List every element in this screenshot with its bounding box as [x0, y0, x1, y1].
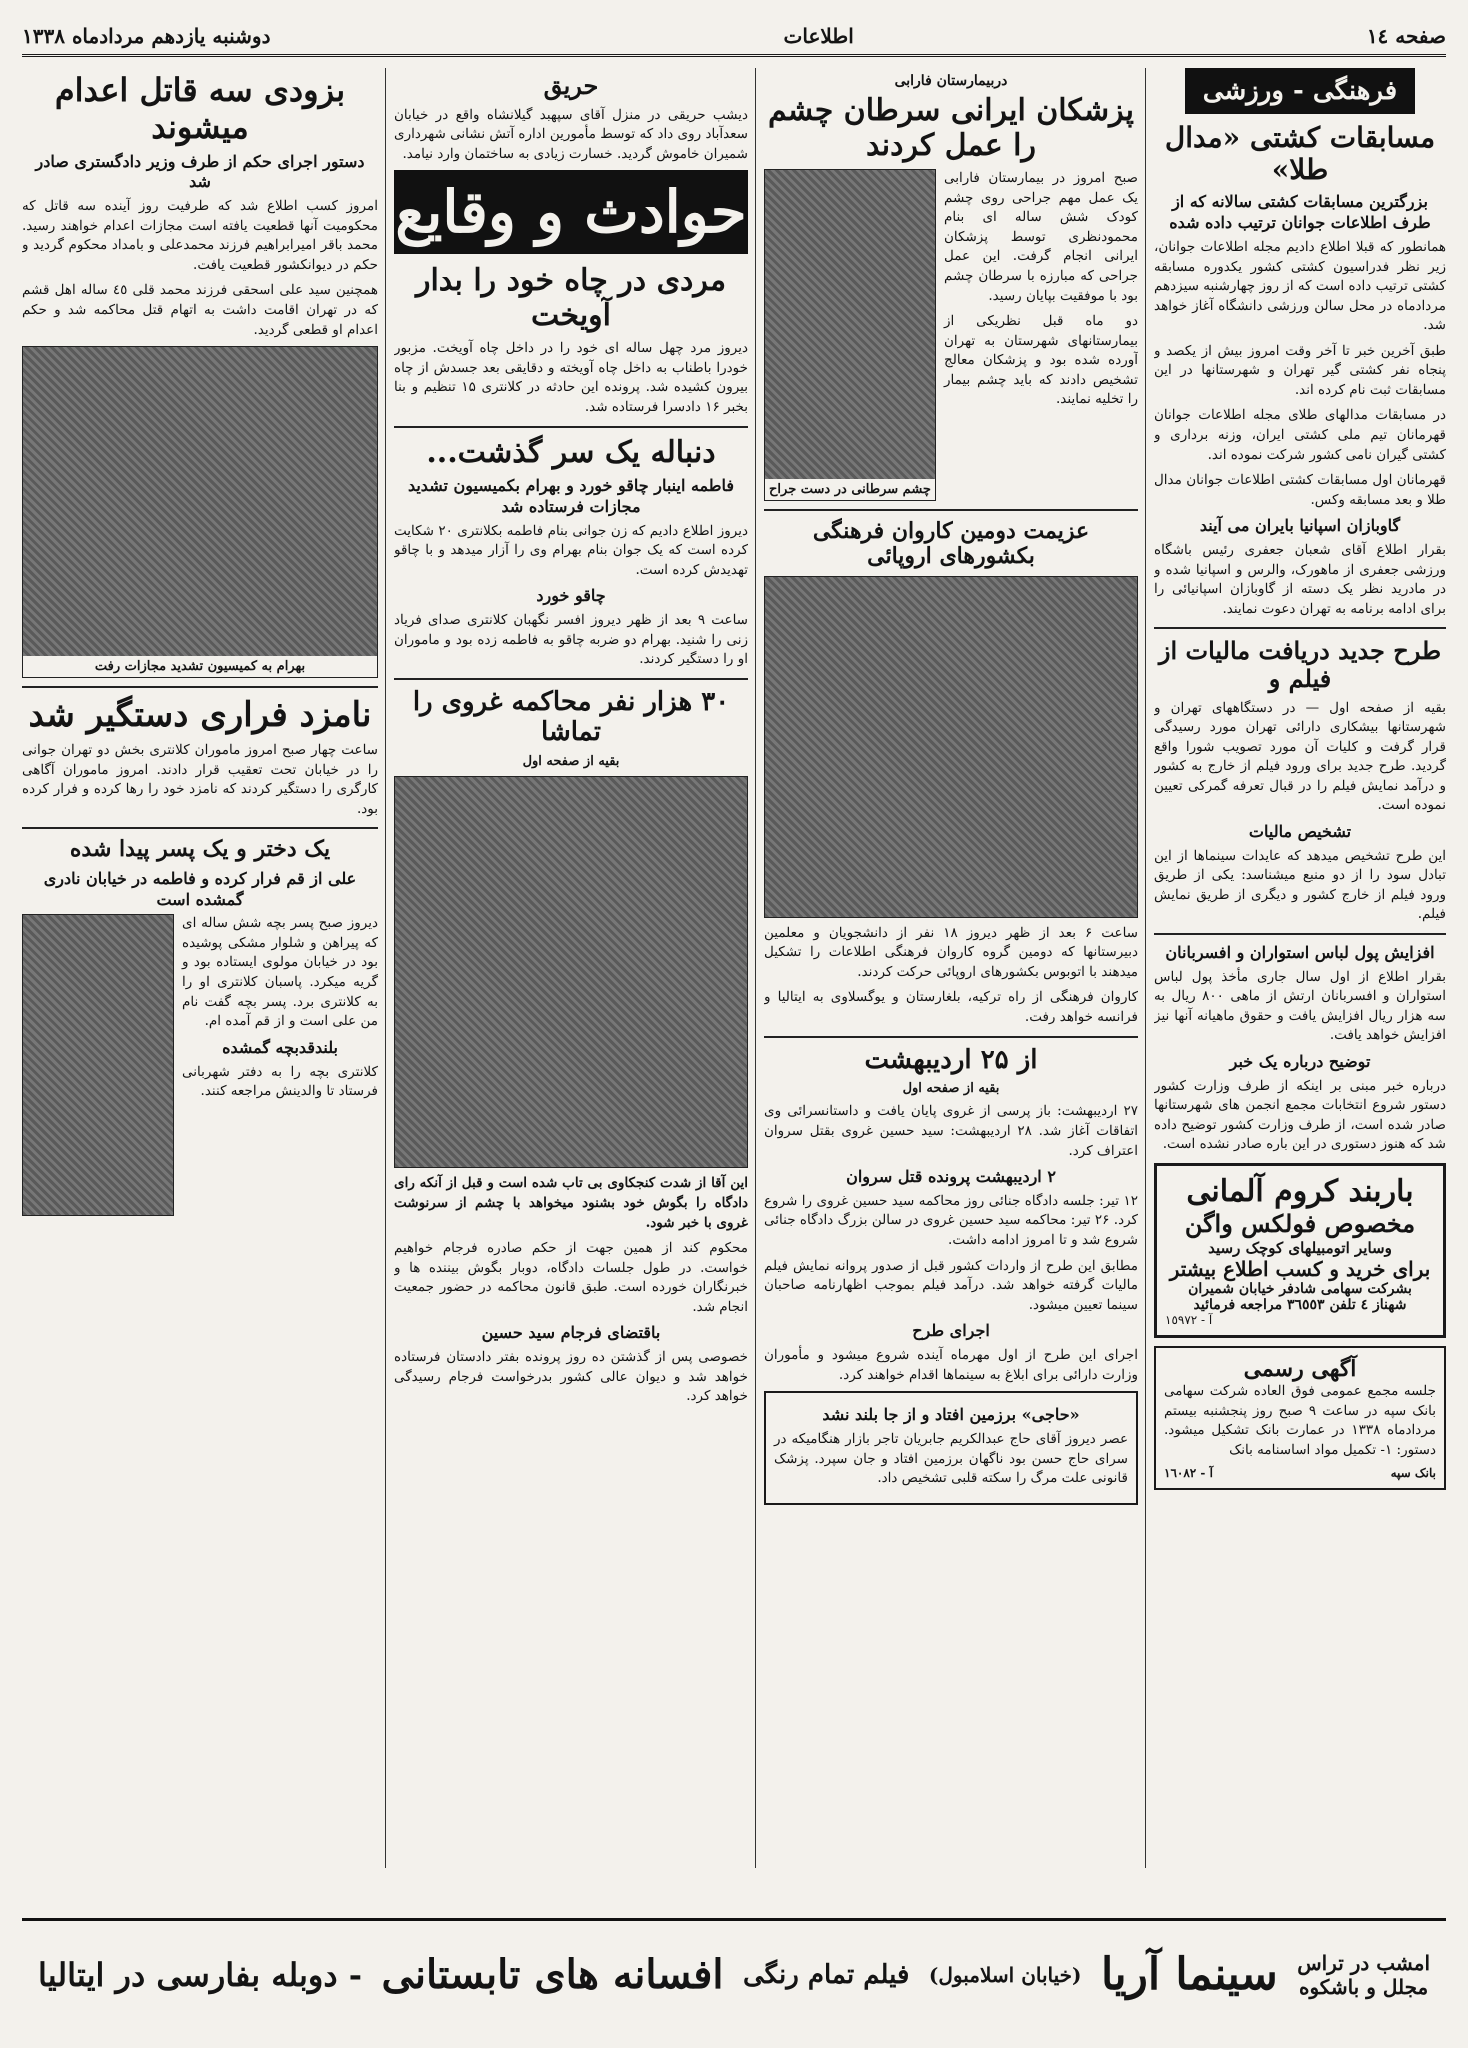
- notice-headline: توضیح درباره یک خبر: [1229, 1051, 1371, 1071]
- follow-headline: دنباله یک سر گذشت...: [426, 434, 716, 470]
- courtroom-caption: این آقا از شدت کنجکاوی بی تاب شده است و قبل از آنکه رای دادگاه را بگوش خود بشنود میخواهد با چشم از سرنوشت غروی با خبر شود.: [394, 1175, 748, 1231]
- anniv-cont: بقیه از صفحه اول: [902, 1081, 1000, 1097]
- follow-subhead-2: چاقو خورد: [536, 586, 606, 606]
- trip-photo: [764, 576, 1138, 918]
- cancer-paragraph: صبح امروز در بیمارستان فارابی یک عمل مهم جراحی روی چشم کودک شش ساله ای بنام محمودنظری توسط پزشکان ایرانی انجام گرفت. این عمل جراحی که مبارزه با سرطان چشم بود با موفقیت بپایان رسید.: [944, 170, 1138, 304]
- film-title: افسانه های تابستانی: [381, 1951, 724, 1998]
- sports-paragraph: در مسابقات مدالهای طلای مجله اطلاعات جوانان قهرمانان تیم ملی کشتی ایران، وزنه برداری و کشتی گیران نامی کشور شرکت نموده اند.: [1154, 407, 1446, 463]
- hanging-headline: مردی در چاه خود را بدار آویخت: [415, 263, 727, 333]
- arrest-headline: نامزد فراری دستگیر شد: [28, 695, 372, 736]
- courtroom-photo: [394, 776, 748, 1168]
- salary-paragraph: بقرار اطلاع از اول سال جاری مأخذ پول لباس استواران و افسربانان ارتش از ماهی ۸۰۰ ریال به سه هزار ریال افزایش یافت و حقوق ماهیانه آنها نیز افزایش خواهد یافت.: [1154, 968, 1446, 1044]
- column-medical: [764, 68, 1138, 1898]
- ad-code: آ - ١٥٩٧٢: [1165, 1312, 1213, 1327]
- bullfighters-subhead: گاوبازان اسپانیا بایران می آیند: [1199, 516, 1401, 536]
- follow-subhead: فاطمه اینبار چاقو خورد و بهرام بکمیسیون تشدید مجازات فرستاده شد: [407, 476, 735, 516]
- salary-headline: افزایش پول لباس استواران و افسربانان: [1165, 942, 1435, 962]
- arrest-paragraph: ساعت چهار صبح امروز ماموران کلانتری بخش دو تهران جوانی را در خیابان تحت تعقیب قرار دادند. امروز ماموران آگاهی کارگری را دستگیر کردند که نامزد خود را رها کرده و فرار کرده بود.: [22, 742, 378, 817]
- ad-line: برای خرید و کسب اطلاع بیشتر: [1169, 1256, 1431, 1281]
- ad-roof-rack: [1154, 1163, 1446, 1338]
- photo-caption: بهرام به کمیسیون تشدید مجازات رفت: [23, 656, 377, 677]
- audience-paragraph: محکوم کند از همین جهت از حکم صادره فرجام خواهیم خواست. در طول جلسات دادگاه، دوبار بگوش بیننده ها و خبرنگاران خورده است. طبق قانون محاکمه در حضور جمعیت انجام شد.: [394, 1240, 748, 1315]
- column-incidents: [394, 68, 748, 1898]
- ad-official: [1154, 1346, 1446, 1491]
- sports-paragraph: طبق آخرین خبر تا آخر وقت امروز بیش از یکصد و پنجاه نفر کشتی گیر تهران و شهرستانها در این مسابقات ثبت نام کرده اند.: [1154, 342, 1446, 398]
- official-headline: آگهی رسمی: [1243, 1355, 1357, 1382]
- section-badge: فرهنگی - ورزشی: [1185, 68, 1415, 114]
- boy-photo: [22, 914, 174, 1216]
- photo-caption: چشم سرطانی در دست جراح: [765, 479, 935, 500]
- official-code: آ - ١٦٠٨٢: [1164, 1466, 1213, 1481]
- section-banner: حوادث و وقایع: [394, 170, 748, 254]
- children-subhead: علی از قم فرار کرده و فاطمه در خیابان نادری گمشده است: [43, 868, 357, 909]
- filmtax-paragraph: اجرای این طرح از اول مهرماه آینده شروع میشود و مأموران وزارت دارائی برای ابلاغ به سینماها اقدام خواهند کرد.: [764, 1347, 1138, 1383]
- film-type: فیلم تمام رنگی: [743, 1959, 910, 1990]
- sports-paragraph: همانطور که قبلا اطلاع دادیم مجله اطلاعات جوانان، زیر نظر فدراسیون کشتی کشور یکدوره مسابقه کشتی ترتیب داده است که از روز چهارشنبه سیزدهم مردادماه در محل سالن ورزشی دانشگاه آغاز خواهد شد.: [1154, 238, 1446, 334]
- audience-subhead: باقتضای فرجام سید حسین: [481, 1323, 661, 1343]
- cancer-headline: پزشکان ایرانی سرطان چشم را عمل کردند: [767, 93, 1135, 163]
- audience-headline: ۳۰ هزار نفر محاکمه غروی را تماشا: [412, 686, 730, 747]
- children-subhead-2: بلندقدبچه گمشده: [222, 1037, 338, 1057]
- haji-headline: «حاجی» برزمین افتاد و از جا بلند نشد: [822, 1405, 1080, 1425]
- execution-paragraph: همچنین سید علی اسحقی فرزند محمد قلی ٤٥ ساله اهل قشم که در تهران اقامت داشت به اتهام قتل محاکمه شد و حکم اعدام او قطعی گردید.: [22, 282, 378, 338]
- trip-paragraph: ساعت ۶ بعد از ظهر دیروز ۱۸ نفر از دانشجویان و معلمین دبیرستانها که دومین گروه کاروان فرهنگی اطلاعات را تشکیل میدهند با اتوبوس بکشورهای اروپائی حرکت کردند.: [764, 924, 1138, 980]
- newspaper-page: [22, 18, 1446, 2028]
- tax-headline: طرح جدید دریافت مالیات از فیلم و: [1158, 636, 1442, 693]
- sports-paragraph: بقرار اطلاع آقای شعبان جعفری رئیس باشگاه ورزشی جعفری از ماهورک، والرس و اسپانیا شده و در مادرید نظر یک دسته از گاوبازان اسپانیائی را برای ادامه برنامه به تهران دعوت نمایند.: [1154, 542, 1446, 617]
- tax-subhead: تشخیص مالیات: [1248, 821, 1352, 841]
- execution-subhead: دستور اجرای حکم از طرف وزیر دادگستری صادر شد: [35, 151, 365, 192]
- trip-headline: عزیمت دومین کاروان فرهنگی بکشورهای اروپائی: [812, 518, 1090, 570]
- page-number: صفحه ١٤: [1366, 24, 1446, 48]
- children-paragraph: دیروز صبح پسر بچه شش ساله ای که پیراهن و شلوار مشکی پوشیده بود در خیابان مولوی ایستاده بود و گریه میکرد. پاسبان کلانتری او را به کلانتری برد. پسر بچه گفت نام من علی است و از قم آمده ام.: [182, 915, 378, 1030]
- follow-paragraph: دیروز اطلاع دادیم که زن جوانی بنام فاطمه بکلانتری ۲۰ شکایت کرده است که یک جوان بنام بهرام وی را آزار میدهد و با چاقو تهدیدش کرده است.: [394, 522, 748, 578]
- cinema-banner: [22, 1918, 1446, 2028]
- ad-line: بشرکت سهامی شادفر خیابان شمیران: [1188, 1280, 1412, 1297]
- ad-line: وسایر اتومبیلهای کوچک رسید: [1208, 1238, 1392, 1257]
- trip-paragraph: کاروان فرهنگی از راه ترکیه، بلغارستان و یوگسلاوی به ایتالیا و فرانسه خواهد رفت.: [764, 989, 1138, 1026]
- column-rule: [385, 68, 386, 1868]
- audience-cont: بقیه از صفحه اول: [522, 753, 620, 769]
- cancer-kicker: دربیمارستان فارابی: [894, 73, 1008, 89]
- anniv-paragraph: ۲۷ اردیبهشت: باز پرسی از غروی پایان یافت و داستانسرائی وی اتفاقات آغاز شد. ۲۸ اردیبهشت: سید حسین غروی بقتل سروان اعتراف کرد.: [764, 1103, 1138, 1159]
- fire-paragraph: دیشب حریقی در منزل آقای سپهبد گیلانشاه واقع در خیابان سعدآباد روی داد که توسط مأمورین اداره آتش نشانی شهرداری شمیران خاموش گردید. خسارت زیادی به ساختمان وارد نیامد.: [394, 106, 748, 162]
- audience-paragraph: خصوصی پس از گذشتن ده روز پرونده بفتر دادستان فرستاده خواهد شد و دیوان عالی کشور بدرخواست فرجام رسیدگی خواهد کرد.: [394, 1349, 748, 1405]
- ad-line: مخصوص فولکس واگن: [1184, 1209, 1416, 1239]
- execution-headline: بزودی سه قاتل اعدام میشوند: [54, 71, 346, 146]
- cinema-street: (خیابان اسلامبول): [928, 1962, 1082, 1987]
- column-rule: [755, 68, 756, 1868]
- column-rule: [1145, 68, 1146, 1868]
- follow-paragraph: ساعت ۹ بعد از ظهر دیروز افسر نگهبان کلانتری صدای فریاد زنی را شنید. بهرام دو ضربه چاقو به فاطمه زده بود و ماموران او را دستگیر کردند.: [394, 612, 748, 668]
- fire-headline: حریق: [543, 71, 599, 100]
- children-paragraph: کلانتری بچه را به دفتر شهربانی فرستاد تا والدینش مراجعه کنند.: [182, 1063, 378, 1100]
- execution-paragraph: امروز کسب اطلاع شد که طرفیت روز آینده سه قاتل که محکومیت آنها قطعیت یافته است مجازات اعدام خواهند رسید. محمد باقر امیرابراهیم فرزند محمدعلی و بامداد محکوم گردید و حکم در دیوانکشور قطعیت یافت.: [22, 198, 378, 273]
- cancer-paragraph: دو ماه قبل نظریکی از بیمارستانهای شهرستان به تهران آورده شده بود و پزشکان معالج تشخیص دادند که باید چشم بیمار را تخلیه نمایند.: [944, 313, 1138, 408]
- banner-tonight: امشب در تراس مجلل و باشکوه: [1297, 1950, 1430, 1999]
- folio-bar: [22, 18, 1446, 57]
- official-paragraph: جلسه مجمع عمومی فوق العاده شرکت سهامی بانک سپه در ساعت ۹ صبح روز پنجشنبه بیستم مردادماه ۱۳۳۸ در عمارت بانک تشکیل میشود. دستور: ۱- تکمیل مواد اساسنامه بانک: [1164, 1383, 1436, 1458]
- column-sports: [1154, 68, 1446, 1898]
- tax-paragraph: این طرح تشخیص میدهد که عایدات سینماها از این تبادل سود را از دو منبع میشناسد: یکی از طریق ورود فیلم از خارج کشور و دیگری از طریق نمایش فیلم.: [1154, 847, 1446, 923]
- anniv-headline: از ۲۵ اردیبهشت: [864, 1044, 1038, 1075]
- cinema-name: سینما آریا: [1100, 1949, 1278, 2000]
- anniv-paragraph: ۱۲ تیر: جلسه دادگاه جنائی روز محاکمه سید حسین غروی را شروع کرد. ۲۶ تیر: محاکمه سید حسین غروی در سالن بزرگ دادگاه جنائی شروع شد و تا امروز ادامه داشت.: [764, 1192, 1138, 1248]
- filmtax-subhead: اجرای طرح: [912, 1321, 990, 1341]
- paper-name: اطلاعات: [783, 24, 854, 48]
- filmtax-paragraph: مطابق این طرح از واردات کشور قبل از صدور پروانه نمایش فیلم مالیات گرفته خواهد شد. درآمد فیلم بموجب اظهارنامه صاحبان سینما تعیین میشود.: [764, 1257, 1138, 1313]
- haji-box: [764, 1391, 1138, 1504]
- issue-date: دوشنبه یازدهم مردادماه ۱۳۳۸: [22, 24, 271, 48]
- notice-paragraph: درباره خبر مبنی بر اینکه از طرف وزارت کشور دستور شروع انتخابات مجمع انجمن های شهرستانها صادر شده است، از طرف وزارت کشور توضیح داده شد که هنوز دستوری در این باره صادر نشده است.: [1154, 1077, 1446, 1153]
- official-sign: بانک سپه: [1390, 1466, 1436, 1481]
- column-court: [22, 68, 378, 1898]
- film-dub: - دوبله بفارسی در ایتالیا: [38, 1955, 363, 1994]
- ad-line: شهناز ٤ تلفن ٣٦٥٥٣ مراجعه فرمائید: [1193, 1296, 1407, 1313]
- hanging-paragraph: دیروز مرد چهل ساله ای خود را در داخل چاه آویخت. مزبور خودرا باطناب به داخل چاه آویخته و دقایقی بعد جسدش از چاه بیرون کشیده شد. پرونده این حادثه در کلانتری ۱۵ تنظیم و بنا بخبر ۱۶ دادسرا فرستاده شد.: [394, 340, 748, 415]
- ad-line: باربند کروم آلمانی: [1186, 1174, 1414, 1210]
- anniv-subhead: ۲ اردیبهشت پرونده قتل سروان: [846, 1167, 1056, 1187]
- sports-subhead: بزرگترین مسابقات کشتی سالانه که از طرف اطلاعات جوانان ترتیب داده شده: [1169, 192, 1431, 233]
- children-headline: یک دختر و یک پسر پیدا شده: [69, 836, 331, 863]
- sports-headline: مسابقات کشتی «مدال طلا»: [1164, 121, 1436, 187]
- sports-paragraph: قهرمانان اول مسابقات کشتی اطلاعات جوانان مدال طلا و بعد مسابقه وکس.: [1154, 472, 1446, 508]
- tax-paragraph: بقیه از صفحه اول — در دستگاههای تهران و شهرستانها بیشکاری دارائی تهران مورد رسیدگی قرار گرفت و کلیات آن مورد تصویب شورا واقع گردید. طرح جدید برای ورود فیلم از خارج به کشور و درآمد نمایش فیلم را در قبال تعرفه گمرکی تعیین نموده است.: [1154, 699, 1446, 814]
- bahram-photo: [22, 346, 378, 678]
- surgery-photo: [764, 169, 936, 501]
- haji-paragraph: عصر دیروز آقای حاج عبدالکریم جابریان تاجر بازار هنگامیکه در سرای حاج حسن بود ناگهان برزمین افتاد و جان سپرد. پزشک قانونی علت مرگ را سکته قلبی تشخیص داد.: [774, 1430, 1128, 1487]
